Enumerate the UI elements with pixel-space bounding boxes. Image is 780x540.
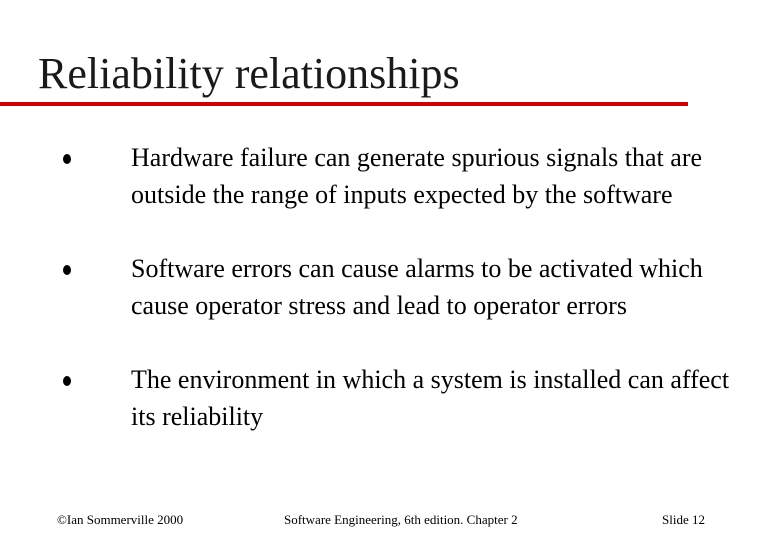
bullet-text: Hardware failure can generate spurious signals that are outside the range of inputs expected by the software <box>131 143 703 209</box>
bullet-dot <box>63 154 71 164</box>
bullet-dot <box>63 265 71 275</box>
footer-slide-number: Slide 12 <box>662 512 705 527</box>
bullet-text: The environment in which a system is installed can affect its reliability <box>131 365 730 431</box>
slide-title: Reliability relationships <box>38 49 460 98</box>
footer-book-title: Software Engineering, 6th edition. Chapter 2 <box>284 512 518 527</box>
bullet-text: Software errors can cause alarms to be activated which cause operator stress and lead to operator errors <box>131 254 703 320</box>
footer-copyright: ©Ian Sommerville 2000 <box>57 512 184 527</box>
title-underline <box>0 102 688 106</box>
bullet-dot <box>63 376 71 386</box>
